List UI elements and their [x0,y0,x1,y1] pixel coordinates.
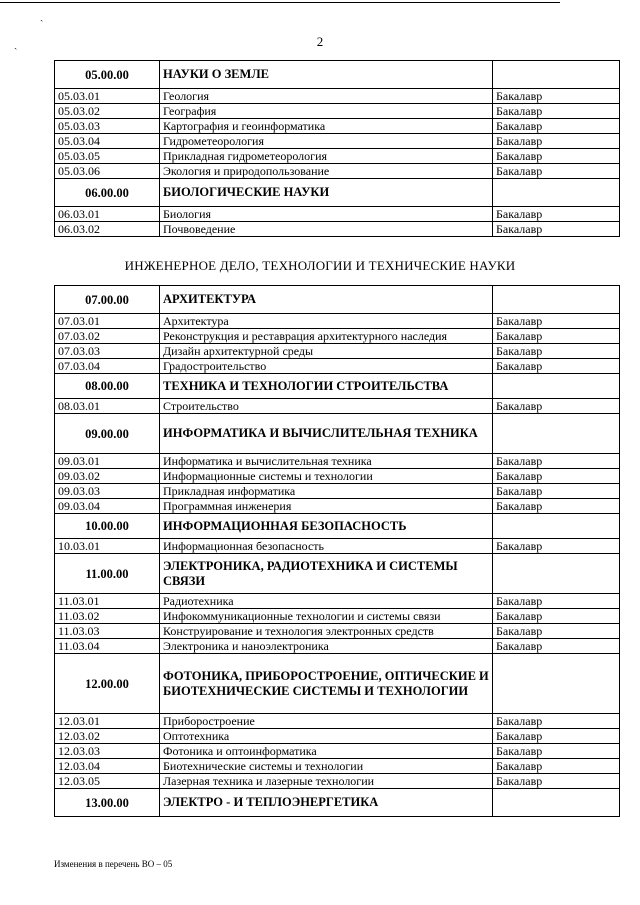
level-cell [493,179,620,207]
level-cell: Бакалавр [493,399,620,414]
code-cell: 09.00.00 [55,414,160,454]
code-cell: 12.03.04 [55,759,160,774]
code-cell: 11.03.04 [55,639,160,654]
code-cell: 05.03.03 [55,119,160,134]
code-cell: 10.00.00 [55,514,160,539]
level-cell [493,286,620,314]
group-heading-row [55,414,620,454]
level-cell [493,789,620,817]
code-cell: 06.00.00 [55,179,160,207]
code-cell: 05.03.04 [55,134,160,149]
table-row [55,222,620,237]
code-cell: 09.03.01 [55,454,160,469]
name-cell: Гидрометеорология [160,134,493,149]
name-cell: ИНФОРМАЦИОННАЯ БЕЗОПАСНОСТЬ [160,514,493,539]
table-row [55,639,620,654]
name-cell: ФОТОНИКА, ПРИБОРОСТРОЕНИЕ, ОПТИЧЕСКИЕ И БИОТЕХНИЧЕСКИЕ СИСТЕМЫ И ТЕХНОЛОГИИ [160,654,493,714]
page-number: 2 [316,34,324,49]
code-cell: 08.03.01 [55,399,160,414]
code-cell: 07.03.02 [55,329,160,344]
table-row [55,759,620,774]
name-cell: Прикладная гидрометеорология [160,149,493,164]
code-cell: 13.00.00 [55,789,160,817]
name-cell: Информационные системы и технологии [160,469,493,484]
table-row [55,774,620,789]
name-cell: БИОЛОГИЧЕСКИЕ НАУКИ [160,179,493,207]
level-cell: Бакалавр [493,149,620,164]
code-cell: 11.03.01 [55,594,160,609]
name-cell: Электроника и наноэлектроника [160,639,493,654]
code-cell: 12.03.05 [55,774,160,789]
level-cell: Бакалавр [493,539,620,554]
name-cell: География [160,104,493,119]
scan-speck: ˎ [14,39,18,50]
level-cell: Бакалавр [493,729,620,744]
name-cell: Лазерная техника и лазерные технологии [160,774,493,789]
level-cell: Бакалавр [493,207,620,222]
name-cell: Приборостроение [160,714,493,729]
name-cell: АРХИТЕКТУРА [160,286,493,314]
level-cell: Бакалавр [493,639,620,654]
top-rule [0,2,560,3]
table-row [55,329,620,344]
level-cell: Бакалавр [493,469,620,484]
code-cell: 07.03.04 [55,359,160,374]
group-heading-row [55,654,620,714]
code-cell: 07.03.01 [55,314,160,329]
code-cell: 10.03.01 [55,539,160,554]
name-cell: ТЕХНИКА И ТЕХНОЛОГИИ СТРОИТЕЛЬСТВА [160,374,493,399]
level-cell: Бакалавр [493,359,620,374]
group-heading-row [55,61,620,89]
level-cell [493,414,620,454]
code-cell: 12.03.03 [55,744,160,759]
level-cell: Бакалавр [493,222,620,237]
table-row [55,164,620,179]
name-cell: ЭЛЕКТРО - И ТЕПЛОЭНЕРГЕТИКА [160,789,493,817]
name-cell: Информационная безопасность [160,539,493,554]
table-row [55,119,620,134]
code-cell: 05.03.06 [55,164,160,179]
level-cell: Бакалавр [493,104,620,119]
level-cell: Бакалавр [493,119,620,134]
code-cell: 06.03.01 [55,207,160,222]
code-cell: 08.00.00 [55,374,160,399]
name-cell: Строительство [160,399,493,414]
name-cell: Информатика и вычислительная техника [160,454,493,469]
table-row [55,729,620,744]
level-cell: Бакалавр [493,134,620,149]
table-row [55,344,620,359]
level-cell: Бакалавр [493,624,620,639]
table-row [55,594,620,609]
code-cell: 09.03.02 [55,469,160,484]
table-row [55,609,620,624]
name-cell: Прикладная информатика [160,484,493,499]
name-cell: Картография и геоинформатика [160,119,493,134]
level-cell: Бакалавр [493,499,620,514]
name-cell: Реконструкция и реставрация архитектурного наследия [160,329,493,344]
code-cell: 09.03.04 [55,499,160,514]
name-cell: Радиотехника [160,594,493,609]
table-row [55,454,620,469]
code-cell: 06.03.02 [55,222,160,237]
table-row [55,207,620,222]
name-cell: Инфокоммуникационные технологии и системы связи [160,609,493,624]
code-cell: 07.03.03 [55,344,160,359]
name-cell: Экология и природопользование [160,164,493,179]
name-cell: Фотоника и оптоинформатика [160,744,493,759]
table-row [55,499,620,514]
level-cell [493,61,620,89]
code-cell: 05.03.02 [55,104,160,119]
footer-note: Изменения в перечень ВО – 05 [54,859,173,869]
table-engineering [54,285,620,817]
table-row [55,399,620,414]
name-cell: Почвоведение [160,222,493,237]
table-row [55,539,620,554]
table-row [55,484,620,499]
table-row [55,149,620,164]
table-row [55,714,620,729]
level-cell [493,514,620,539]
table-row [55,314,620,329]
table-row [55,134,620,149]
group-heading-row [55,789,620,817]
level-cell [493,554,620,594]
level-cell: Бакалавр [493,759,620,774]
level-cell: Бакалавр [493,594,620,609]
table-row [55,469,620,484]
group-heading-row [55,554,620,594]
level-cell: Бакалавр [493,344,620,359]
name-cell: НАУКИ О ЗЕМЛЕ [160,61,493,89]
level-cell: Бакалавр [493,314,620,329]
code-cell: 12.00.00 [55,654,160,714]
table-row [55,744,620,759]
group-heading-row [55,514,620,539]
level-cell [493,654,620,714]
level-cell: Бакалавр [493,329,620,344]
code-cell: 12.03.02 [55,729,160,744]
name-cell: Градостроительство [160,359,493,374]
group-heading-row [55,374,620,399]
name-cell: Конструирование и технология электронных средств [160,624,493,639]
code-cell: 09.03.03 [55,484,160,499]
code-cell: 05.03.01 [55,89,160,104]
name-cell: Геология [160,89,493,104]
scan-speck: ˎ [40,11,44,22]
level-cell: Бакалавр [493,714,620,729]
name-cell: Дизайн архитектурной среды [160,344,493,359]
code-cell: 12.03.01 [55,714,160,729]
level-cell: Бакалавр [493,744,620,759]
level-cell: Бакалавр [493,454,620,469]
table-row [55,89,620,104]
group-heading-row [55,179,620,207]
level-cell: Бакалавр [493,164,620,179]
code-cell: 11.00.00 [55,554,160,594]
name-cell: ИНФОРМАТИКА И ВЫЧИСЛИТЕЛЬНАЯ ТЕХНИКА [160,414,493,454]
code-cell: 07.00.00 [55,286,160,314]
level-cell: Бакалавр [493,609,620,624]
level-cell: Бакалавр [493,89,620,104]
name-cell: Биология [160,207,493,222]
name-cell: Оптотехника [160,729,493,744]
name-cell: Биотехнические системы и технологии [160,759,493,774]
table-earth-bio-sciences [54,60,620,237]
code-cell: 11.03.02 [55,609,160,624]
level-cell: Бакалавр [493,484,620,499]
table-row [55,104,620,119]
code-cell: 05.03.05 [55,149,160,164]
name-cell: ЭЛЕКТРОНИКА, РАДИОТЕХНИКА И СИСТЕМЫ СВЯЗИ [160,554,493,594]
level-cell: Бакалавр [493,774,620,789]
table-row [55,359,620,374]
group-heading-row [55,286,620,314]
level-cell [493,374,620,399]
code-cell: 05.00.00 [55,61,160,89]
name-cell: Архитектура [160,314,493,329]
table-row [55,624,620,639]
name-cell: Программная инженерия [160,499,493,514]
code-cell: 11.03.03 [55,624,160,639]
section-title: ИНЖЕНЕРНОЕ ДЕЛО, ТЕХНОЛОГИИ И ТЕХНИЧЕСКИЕ НАУКИ [124,258,516,273]
